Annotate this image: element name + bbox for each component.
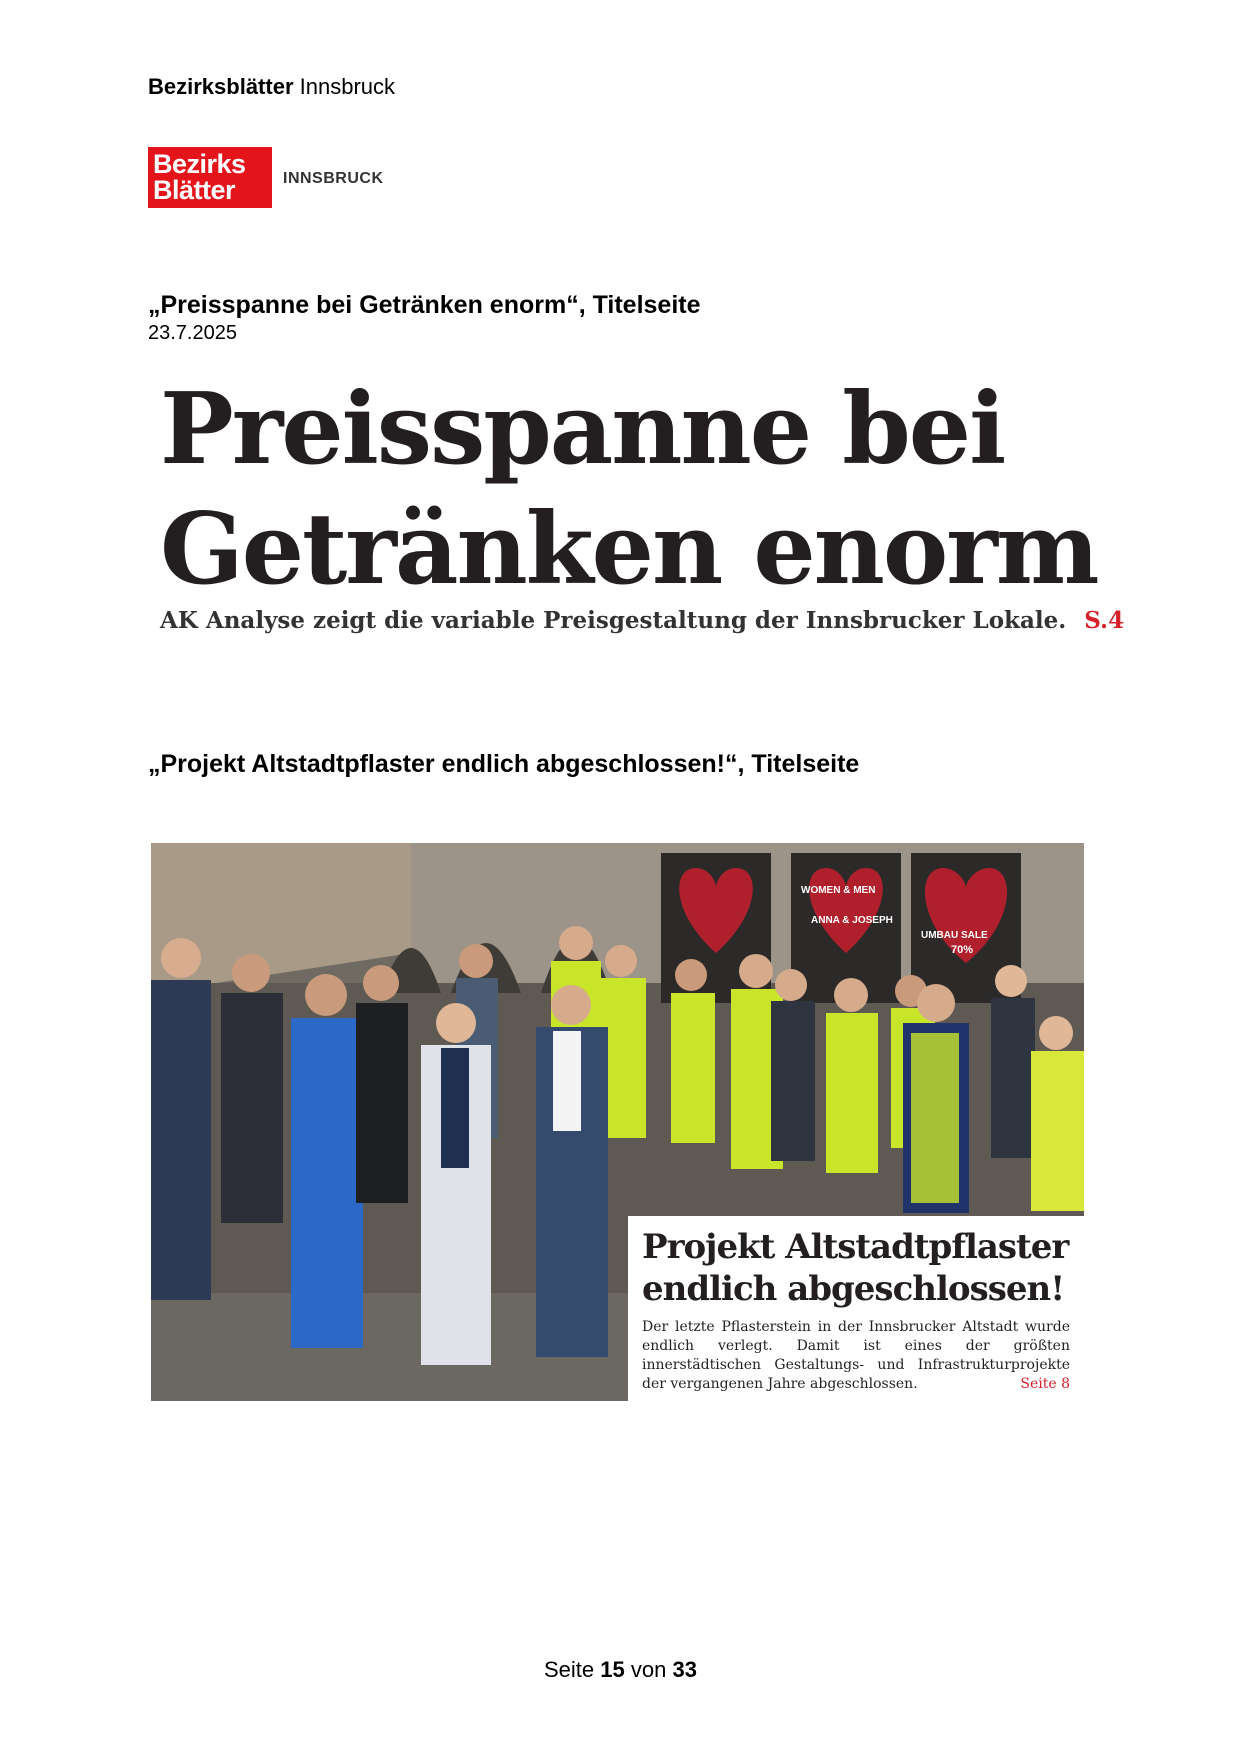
logo-line-2: Blätter [153, 175, 236, 205]
caption-headline-line-1: Projekt Altstadtpflaster [642, 1227, 1069, 1267]
headline-line-2: Getränken enorm [160, 492, 1098, 607]
photo-caption [628, 1216, 1084, 1401]
article-2-title: „Projekt Altstadtpflaster endlich abgeschlossen!“, Titelseite [148, 750, 860, 778]
caption-text: Der letzte Pflasterstein in der Innsbrucker Altstadt wurde endlich verlegt. Damit ist eines der größten innerstädtischen Gestaltungs- und Infrastrukturprojekte der vergangenen Jahre abgeschlossen. [642, 1319, 1070, 1392]
logo-city: INNSBRUCK [283, 170, 384, 187]
page-prefix: Seite [544, 1657, 595, 1682]
article-1-title: „Preisspanne bei Getränken enorm“, Titelseite [148, 291, 701, 319]
headline-line-1: Preisspanne bei [160, 372, 1005, 487]
page-total: 33 [672, 1657, 697, 1682]
shop-sign-1: WOMEN & MEN [801, 885, 876, 896]
logo-line-1: Bezirks [153, 149, 246, 179]
page-reference: S.4 [1084, 607, 1125, 634]
article-1-date: 23.7.2025 [148, 322, 237, 344]
document-header [148, 74, 395, 100]
caption-headline [642, 1226, 1070, 1310]
shop-sign-4: 70% [951, 944, 974, 956]
page-middle: von [630, 1657, 667, 1682]
caption-page-reference: Seite 8 [1020, 1376, 1070, 1392]
caption-body [642, 1318, 1070, 1394]
bezirksblaetter-logo [148, 147, 272, 208]
publication-name: Bezirksblätter [148, 74, 294, 99]
shop-sign-2: ANNA & JOSEPH [811, 915, 893, 926]
page-current: 15 [600, 1657, 625, 1682]
publication-city: Innsbruck [299, 74, 396, 99]
group-photo [151, 843, 1084, 1401]
article-1-subline [160, 607, 1124, 634]
shop-sign-3: UMBAU SALE [921, 930, 988, 941]
caption-headline-line-2: endlich abgeschlossen! [642, 1269, 1065, 1309]
article-1-headline [160, 370, 1098, 610]
subline-text: AK Analyse zeigt die variable Preisgestaltung der Innsbrucker Lokale. [160, 607, 1067, 634]
page-number [0, 1657, 1241, 1683]
